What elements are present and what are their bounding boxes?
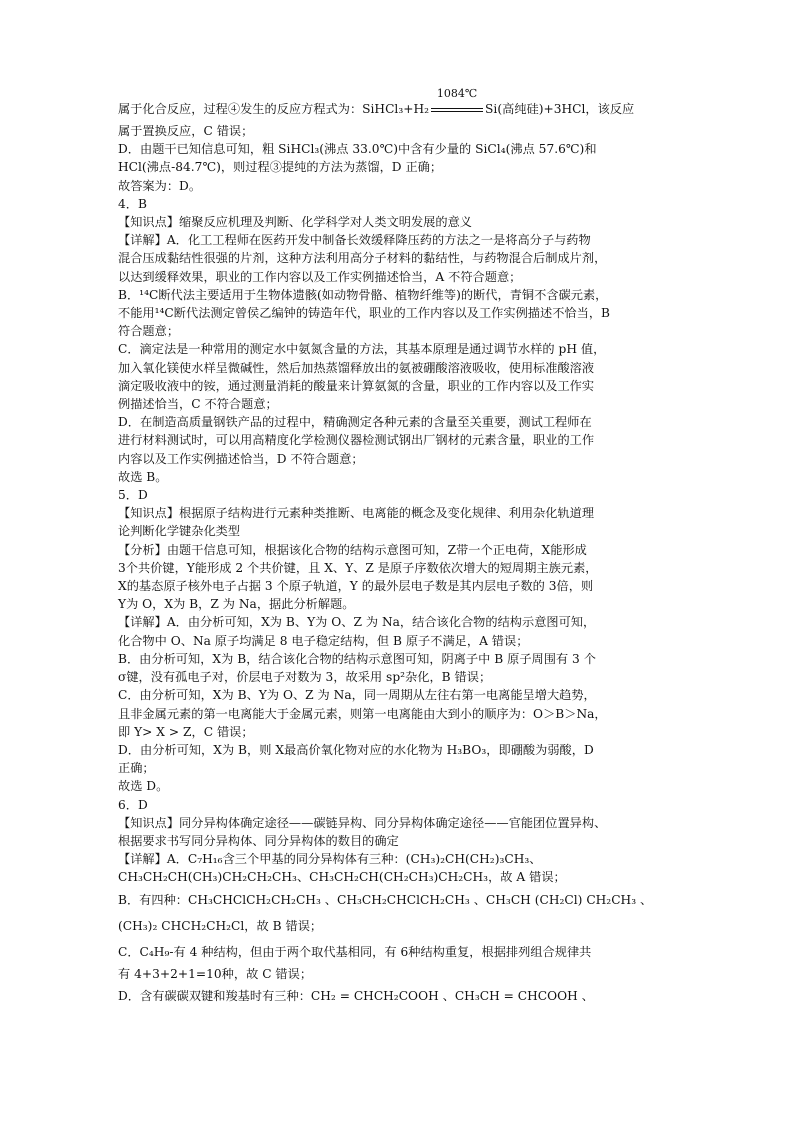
text-line: 故答案为：D。 bbox=[118, 178, 202, 193]
text-line: 例描述恰当，C 不符合题意； bbox=[118, 397, 278, 412]
text-line: (CH₃)₂ CHCH₂CH₂Cl，故 B 错误； bbox=[118, 918, 323, 933]
text-line: X的基态原子核外电子占据 3 个原子轨道，Y 的最外层电子数是其内层电子数的 3倍，则 bbox=[118, 579, 594, 594]
text-line: 即 Y> X > Z，C 错误； bbox=[118, 724, 254, 739]
text-line: 4．B bbox=[118, 196, 147, 211]
text-line: B．由分析可知，X为 B，结合该化合物的结构示意图可知，阴离子中 B 原子周围有 3 个 bbox=[118, 651, 596, 666]
text-line: Y为 O，X为 B，Z 为 Na，据此分析解题。 bbox=[118, 597, 355, 612]
reaction-arrow bbox=[429, 87, 485, 122]
text-line bbox=[118, 87, 678, 122]
text-line: 混合压成黏结性很强的片剂，这种方法利用高分子材料的黏结性，与药物混合后制成片剂， bbox=[118, 251, 607, 266]
text-line: 滴定吸收液中的铵，通过测量消耗的酸量来计算氨氮的含量，职业的工作内容以及工作实 bbox=[118, 378, 595, 393]
text-line: 且非金属元素的第一电离能大于金属元素，则第一电离能由大到小的顺序为：O＞B＞Na， bbox=[118, 706, 607, 721]
text-line: 加入氧化镁使水样呈微碱性，然后加热蒸馏释放出的氨被硼酸溶液吸收，使用标准酸溶液 bbox=[118, 360, 595, 375]
text-line: 进行材料测试时，可以用高精度化学检测仪器检测试钢出厂钢材的元素含量，职业的工作 bbox=[118, 433, 595, 448]
equation-right: Si(高纯硅)+3HCl，该反应 bbox=[485, 102, 635, 116]
text-line: B．¹⁴C断代法主要适用于生物体遗骸(如动物骨骼、植物纤维等)的断代，青铜不含碳元素， bbox=[118, 287, 608, 302]
text-line: HCl(沸点-84.7℃)，则过程③提纯的方法为蒸馏，D 正确； bbox=[118, 160, 443, 175]
text-line: CH₃CH₂CH(CH₃)CH₂CH₂CH₃、CH₃CH₂CH(CH₂CH₃)CH₂CH₃，故 A 错误； bbox=[118, 870, 566, 885]
text-line: 根据要求书写同分异构体、同分异构体的数目的确定 bbox=[118, 833, 399, 848]
text-line: 以达到缓释效果，职业的工作内容以及工作实例描述恰当，A 不符合题意； bbox=[118, 269, 522, 284]
text-line: 正确； bbox=[118, 761, 155, 776]
text-line: 6．D bbox=[118, 797, 148, 812]
text-line: 属于置换反应，C 错误； bbox=[118, 124, 254, 138]
text-line: D．含有碳碳双键和羧基时有三种：CH₂ = CHCH₂COOH 、CH₃CH = CHCOOH 、 bbox=[118, 988, 594, 1003]
text-line: σ键，没有孤电子对，价层电子对数为 3，故采用 sp²杂化，B 错误； bbox=[118, 670, 492, 685]
text-line: C．由分析可知，X为 B、Y为 O、Z 为 Na，同一周期从左往右第一电离能呈增大趋势， bbox=[118, 688, 596, 703]
text-line: 故选 B。 bbox=[118, 469, 168, 484]
text-line: 化合物中 O、Na 原子均满足 8 电子稳定结构，但 B 原子不满足，A 错误； bbox=[118, 633, 529, 648]
reaction-condition: 1084℃ bbox=[436, 87, 478, 100]
text-line: C．C₄H₉-有 4 种结构，但由于两个取代基相同，有 6种结构重复，根据排列组合规律共 bbox=[118, 944, 592, 959]
text-line: 故选 D。 bbox=[118, 779, 169, 794]
text-line: D．由分析可知，X为 B，则 X最高价氧化物对应的水化物为 H₃BO₃，即硼酸为弱酸，D bbox=[118, 742, 594, 757]
text-line: 5．D bbox=[118, 488, 148, 503]
text-line: 不能用¹⁴C断代法测定曾侯乙编钟的铸造年代，职业的工作内容以及工作实例描述不恰当，B bbox=[118, 306, 611, 321]
equation-left: 属于化合反应，过程④发生的反应方程式为：SiHCl₃+H₂ bbox=[118, 102, 430, 116]
text-line: 【知识点】同分异构体确定途径——碳链异构、同分异构体确定途径——官能团位置异构、 bbox=[118, 815, 607, 830]
text-line: 【知识点】根据原子结构进行元素种类推断、电离能的概念及变化规律、利用杂化轨道理 bbox=[118, 506, 595, 521]
text-line: 有 4+3+2+1=10种，故 C 错误； bbox=[118, 966, 313, 981]
text-line: 3个共价键，Y能形成 2 个共价键，且 X、Y、Z 是原子序数依次增大的短周期主族元素， bbox=[118, 560, 598, 575]
text-line: 【知识点】缩聚反应机理及判断、化学科学对人类文明发展的意义 bbox=[118, 215, 473, 230]
text-line: 【详解】A．C₇H₁₆含三个甲基的同分异构体有三种：(CH₃)₂CH(CH₂)₃CH₃、 bbox=[118, 852, 542, 867]
text-line: 【分析】由题干信息可知，根据该化合物的结构示意图可知，Z带一个正电荷，X能形成 bbox=[118, 542, 587, 557]
text-line: 内容以及工作实例描述恰当，D 不符合题意； bbox=[118, 451, 364, 466]
text-line: B．有四种：CH₃CHClCH₂CH₂CH₃ 、CH₃CH₂CHClCH₂CH₃ 、CH₃CH (CH₂Cl) CH₂CH₃ 、 bbox=[118, 892, 653, 907]
text-line: D．由题干已知信息可知，粗 SiHCl₃(沸点 33.0℃)中含有少量的 SiCl₄(沸点 57.6℃)和 bbox=[118, 142, 597, 157]
answer-text-body bbox=[118, 87, 678, 1009]
text-line: D．在制造高质量钢铁产品的过程中，精确测定各种元素的含量至关重要，测试工程师在 bbox=[118, 415, 592, 430]
text-line: 【详解】A．由分析可知，X为 B、Y为 O、Z 为 Na，结合该化合物的结构示意图可知， bbox=[118, 615, 596, 630]
text-line: 【详解】A．化工工程师在医药开发中制备长效缓释降压药的方法之一是将高分子与药物 bbox=[118, 233, 591, 248]
text-line: C．滴定法是一种常用的测定水中氨氮含量的方法，其基本原理是通过调节水样的 pH 值， bbox=[118, 342, 606, 357]
text-line: 符合题意； bbox=[118, 324, 180, 339]
text-line: 论判断化学键杂化类型 bbox=[118, 524, 241, 539]
